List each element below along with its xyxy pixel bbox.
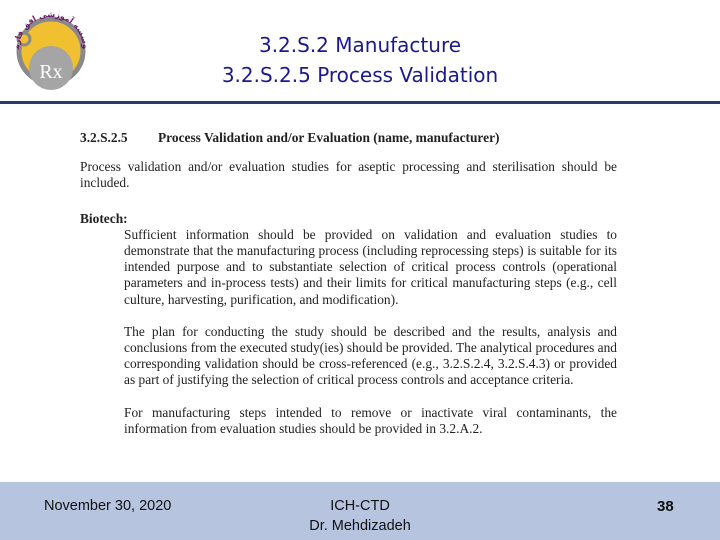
section-title: Process Validation and/or Evaluation (name, manufacturer) <box>158 130 500 145</box>
slide-number: 38 <box>657 498 674 515</box>
section-number: 3.2.S.2.5 <box>80 130 128 145</box>
title-line-2: 3.2.S.2.5 Process Validation <box>221 63 499 87</box>
biotech-paragraph-3: For manufacturing steps intended to remove or inactivate viral contaminants, the information from evaluation studies should be provided in 3.2.A.2. <box>124 404 617 436</box>
footer-author: Dr. Mehdizadeh <box>309 518 411 534</box>
footer-bar <box>0 482 720 540</box>
biotech-paragraph-1: Sufficient information should be provided on validation and evaluation studies to demonstrate that the manufacturing process (including reprocessing steps) is suitable for its intended purpose and to substantiate selection of critical process controls (operational parameters and in-process tests) and their limits for critical manufacturing steps (e.g., cell culture, harvesting, purification, and modification). <box>124 226 617 307</box>
logo-text: وسسه آموزشی افق فارم <box>11 9 91 50</box>
logo-rx-mark: Rx <box>39 61 63 83</box>
footer-center <box>280 496 440 536</box>
biotech-label: Biotech: <box>80 210 128 226</box>
logo <box>8 6 94 92</box>
document-excerpt <box>80 130 617 437</box>
title-line-1: 3.2.S.2 Manufacture <box>258 33 462 57</box>
footer-date: November 30, 2020 <box>44 498 172 514</box>
biotech-paragraph-2: The plan for conducting the study should be described and the results, analysis and conclusions from the executed study(ies) should be provided. The analytical procedures and corresponding validation should be cross-referenced (e.g., 3.2.S.2.4, 3.2.S.4.3) or provided as part of justifying the selection of critical process controls and acceptance criteria. <box>124 323 617 388</box>
footer-course: ICH-CTD <box>330 498 390 514</box>
slide-title <box>150 30 570 90</box>
logo-graphic <box>8 6 94 92</box>
section-heading <box>80 130 617 146</box>
intro-paragraph: Process validation and/or evaluation studies for aseptic processing and sterilisation should be included. <box>80 159 617 191</box>
header-divider <box>0 101 720 104</box>
